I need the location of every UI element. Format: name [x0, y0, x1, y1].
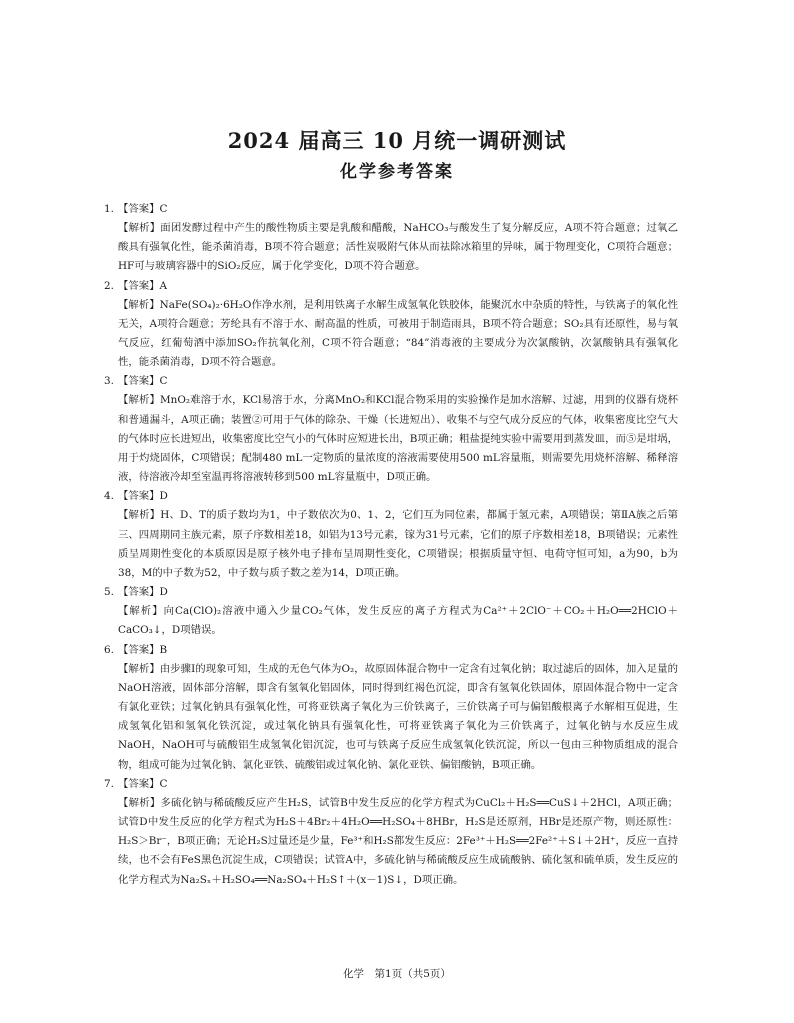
question-1	[104, 200, 678, 277]
explanation: 【解析】向Ca(ClO)₂溶液中通入少量CO₂气体，发生反应的离子方程式为Ca²⁺＋2ClO⁻＋CO₂＋H₂O══2HClO＋CaCO₃↓，D项错误。	[118, 605, 678, 637]
answer-key: 【答案】D	[118, 586, 168, 599]
explanation: 【解析】面团发酵过程中产生的酸性物质主要是乳酸和醋酸，NaHCO₃与酸发生了复分解反应，A项不符合题意；过氧乙酸具有强氧化性，能杀菌消毒，B项不符合题意；活性炭吸附气体从而祛除冰箱里的异味，属于物理变化，C项符合题意；HF可与玻璃容器中的SiO₂反应，属于化学变化，D项不符合题意。	[118, 222, 678, 273]
page-title: 2024 届高三 10 月统一调研测试	[227, 128, 567, 153]
question-number: 6.	[104, 643, 114, 656]
page-subtitle: 化学参考答案	[340, 162, 454, 182]
explanation: 【解析】多硫化钠与稀硫酸反应产生H₂S，试管B中发生反应的化学方程式为CuCl₂＋H₂S══CuS↓＋2HCl，A项正确；试管D中发生反应的化学方程式为H₂S＋4Br₂＋4H₂O══H₂SO₄＋8HBr，H₂S是还原剂，HBr是还原产物，则还原性：H₂S＞Br⁻，B项正确；无论H₂S过量还是少量，Fe³⁺和H₂S都发生反应：2Fe³⁺＋H₂S══2Fe²⁺＋S↓＋2H⁺，反应一直持续，也不会有FeS黑色沉淀生成，C项错误；试管A中，多硫化钠与稀硫酸反应生成硫酸钠、硫化氢和硫单质，发生反应的化学方程式为Na₂Sₓ＋H₂SO₄══Na₂SO₄＋H₂S↑＋(x－1)S↓，D项正确。	[118, 796, 678, 886]
question-3	[104, 372, 678, 487]
explanation: 【解析】NaFe(SO₄)₂·6H₂O作净水剂，是利用铁离子水解生成氢氧化铁胶体，能聚沉水中杂质的特性，与铁离子的氧化性无关，A项符合题意；芳纶具有不溶于水、耐高温的性质，可被用于制造雨具，B项不符合题意；SO₂具有还原性，易与氧气反应，红葡萄酒中添加SO₂作抗氧化剂，C项不符合题意；“84”消毒液的主要成分为次氯酸钠，次氯酸钠具有强氧化性，能杀菌消毒，D项不符合题意。	[118, 298, 678, 369]
question-5	[104, 583, 678, 640]
answer-list	[104, 200, 678, 890]
question-6	[104, 641, 678, 775]
answer-key: 【答案】C	[118, 375, 168, 388]
answer-key: 【答案】A	[118, 279, 168, 292]
question-number: 4.	[104, 490, 114, 503]
answer-key: 【答案】C	[118, 203, 168, 215]
answer-key: 【答案】C	[118, 777, 168, 790]
question-number: 2.	[104, 279, 114, 292]
question-number: 7.	[104, 777, 114, 790]
question-number: 3.	[104, 375, 114, 388]
explanation: 【解析】H、D、T的质子数均为1，中子数依次为0、1、2，它们互为同位素，都属于氢元素，A项错误；第ⅡA族之后第三、四周期同主族元素，原子序数相差18，如铝为13号元素，镓为31号元素，它们的原子序数相差18，B项错误；元素性质呈周期性变化的本质原因是原子核外电子排布呈周期性变化，C项错误；根据质量守恒、电荷守恒可知，a为90，b为38，M的中子数为52，中子数与质子数之差为14，D项正确。	[118, 509, 678, 580]
question-number: 1.	[104, 203, 114, 215]
answer-key: 【答案】B	[118, 643, 168, 656]
explanation: 【解析】由步骤Ⅰ的现象可知，生成的无色气体为O₂，故原固体混合物中一定含有过氧化钠；取过滤后的固体，加入足量的NaOH溶液，固体部分溶解，即含有氢氧化铝固体，同时得到红褐色沉淀，即含有氢氧化铁固体，原固体混合物中一定含有氯化亚铁；过氧化钠具有强氧化性，可将亚铁离子氧化为三价铁离子，三价铁离子可与偏铝酸根离子水解相互促进，生成氢氧化铝和氢氧化铁沉淀，或过氧化钠具有强氧化性，可将亚铁离子氧化为三价铁离子，过氧化钠与水反应生成NaOH，NaOH可与硫酸铝生成氢氧化铝沉淀，也可与铁离子反应生成氢氧化铁沉淀，所以一包由三种物质组成的混合物，组成可能为过氧化钠、氯化亚铁、硫酸铝或过氧化钠、氯化亚铁、偏铝酸钠，B项正确。	[118, 662, 678, 771]
page-footer: 化学 第1页（共5页）	[343, 968, 451, 980]
question-number: 5.	[104, 586, 114, 599]
answer-key: 【答案】D	[118, 490, 168, 503]
question-7	[104, 775, 678, 890]
question-2	[104, 277, 678, 373]
question-4	[104, 487, 678, 583]
explanation: 【解析】MnO₂难溶于水，KCl易溶于水，分离MnO₂和KCl混合物采用的实验操作是加水溶解、过滤，用到的仪器有烧杯和普通漏斗，A项正确；装置②可用于气体的除杂、干燥（长进短出）、收集不与空气成分反应的气体，收集密度比空气大的气体时应长进短出，收集密度比空气小的气体时应短进长出，B项正确；粗盐提纯实验中需要用到蒸发皿，而⑤是坩埚，用于灼烧固体，C项错误；配制480 mL一定物质的量浓度的溶液需要使用500 mL容量瓶，则需要先用烧杯溶解、稀释溶液，待溶液冷却至室温再将溶液转移到500 mL容量瓶中，D项正确。	[118, 394, 678, 484]
